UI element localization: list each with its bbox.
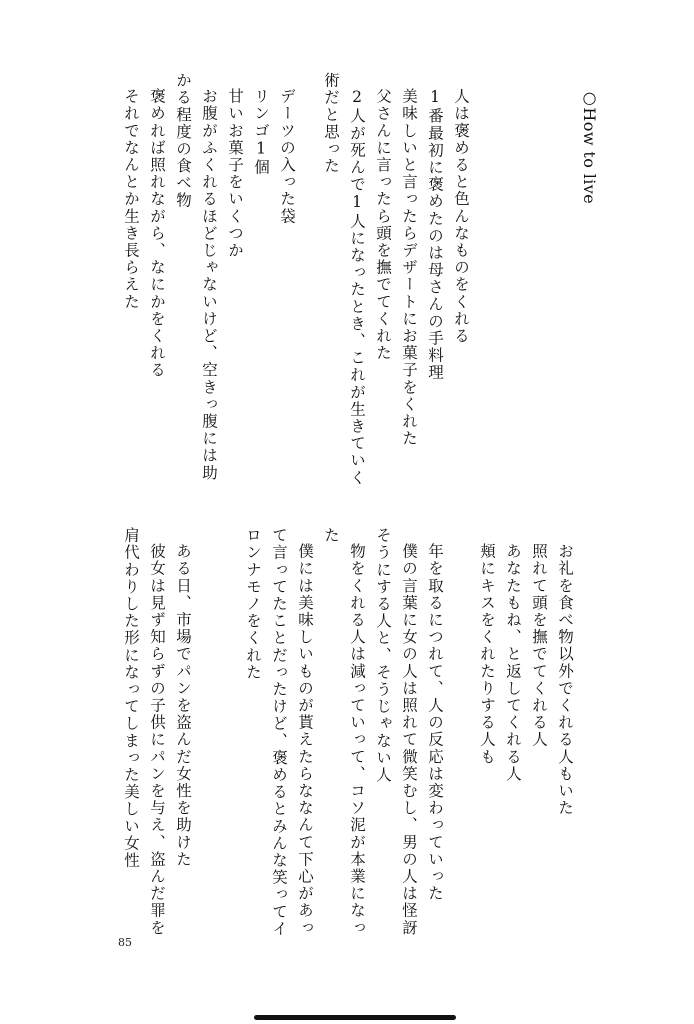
upper-line-10: 甘いお菓子をいくつか [226,88,244,259]
lower-line-10: た [322,527,340,545]
upper-line-9: リンゴ1個 [252,88,270,176]
lower-line-17: 肩代わりした形になってしまった美しい女性 [122,527,140,869]
chapter-title: ○How to live [580,88,599,205]
upper-line-6: 術だと思った [322,72,340,175]
home-indicator[interactable] [254,1015,456,1020]
upper-line-8: デーツの入った袋 [278,88,296,225]
page-number: 85 [118,936,132,949]
upper-line-5: 2人が死んで1人になったとき、これが生きていく [348,88,366,487]
lower-line-1: お礼を食べ物以外でくれる人もいた [556,543,574,817]
lower-line-8: そうにする人と、そうじゃない人 [374,527,392,784]
lower-line-3: あなたもね、と返してくれる人 [504,543,522,783]
upper-line-3: 美味しいと言ったらデザートにお菓子をくれた [400,88,418,448]
lower-line-4: 頬にキスをくれたりする人も [478,543,496,766]
upper-line-4: 父さんに言ったら頭を撫でてくれた [374,88,392,362]
lower-line-15: ある日、市場でパンを盗んだ女性を助けた [174,543,192,868]
upper-line-1: 人は褒めると色んなものをくれる [452,88,470,345]
upper-line-14: それでなんとか生き長らえた [122,88,140,311]
upper-line-12: かる程度の食べ物 [174,72,192,209]
lower-line-7: 僕の言葉に女の人は照れて微笑むし、男の人は怪訝 [400,543,418,937]
upper-line-11: お腹がふくれるほどじゃないけど、空きっ腹には助 [200,88,218,482]
lower-line-16: 彼女は見ず知らずの子供にパンを与え、盗んだ罪を [148,543,166,937]
upper-line-13: 褒めれば照れながら、なにかをくれる [148,88,166,379]
lower-line-9: 物をくれる人は減っていって、コソ泥が本業になっ [348,543,366,937]
lower-line-6: 年を取るにつれて、人の反応は変わっていった [426,543,444,903]
lower-line-2: 照れて頭を撫でてくれる人 [530,543,548,749]
lower-line-13: ロンナモノをくれた [244,527,262,681]
lower-line-11: 僕には美味しいものが貰えたらななんて下心があっ [296,543,314,937]
lower-line-12: て言ってたことだったけど、褒めるとみんな笑ってイ [270,527,288,938]
upper-line-2: 1番最初に褒めたのは母さんの手料理 [426,88,444,382]
